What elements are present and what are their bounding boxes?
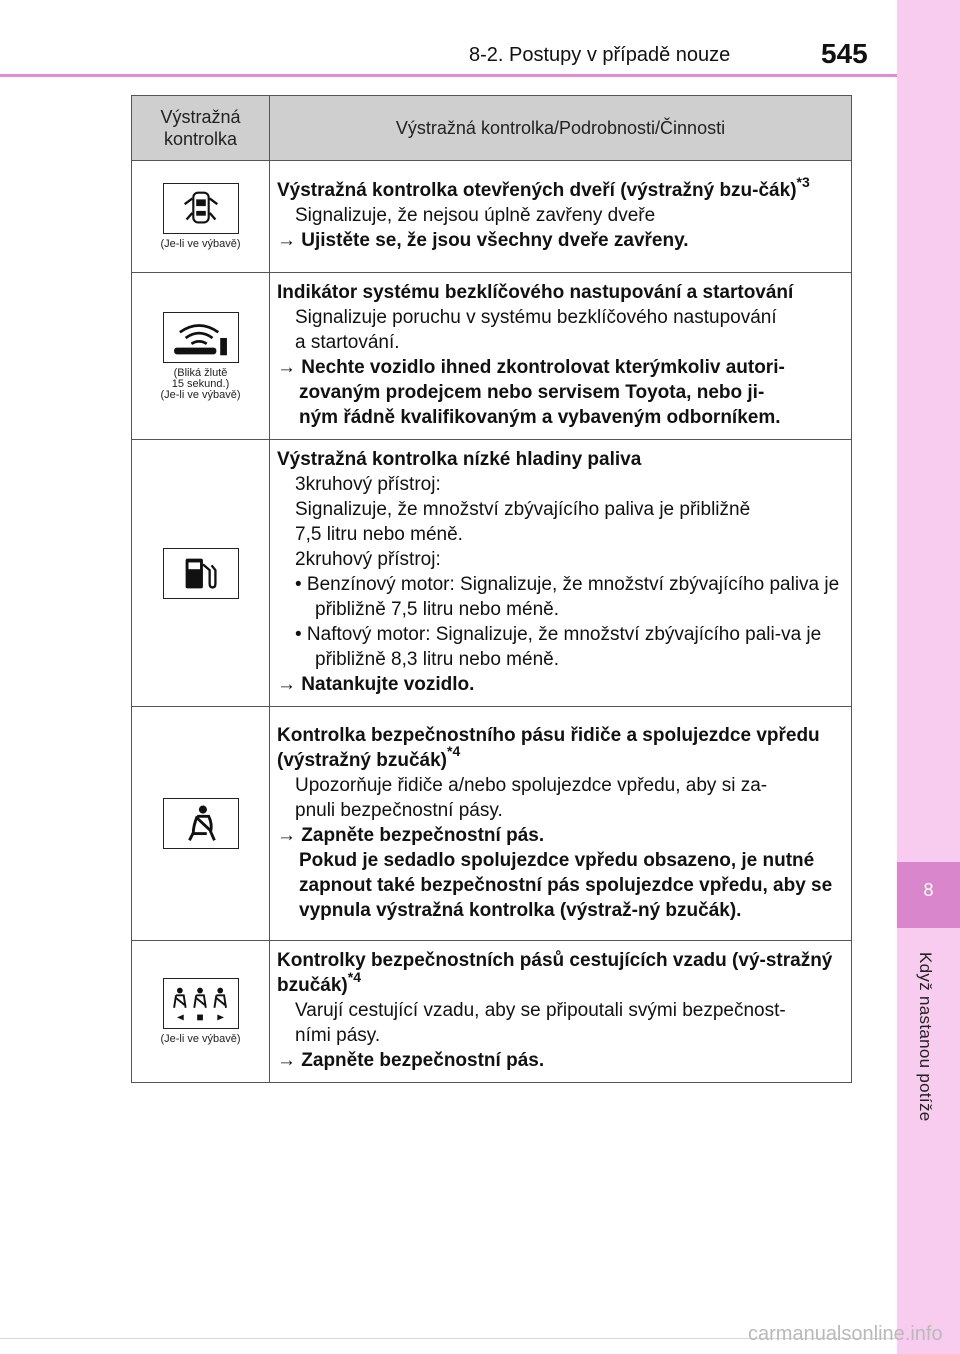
bullet-item: • Naftový motor: Signalizuje, že množství zbývajícího pali-va je přibližně 8,3 litru nebo méně. xyxy=(295,624,822,670)
description-line: 7,5 litru nebo méně. xyxy=(295,524,463,545)
description-line: Upozorňuje řidiče a/nebo spolujezdce vpředu, aby si za- xyxy=(295,774,768,796)
warning-lights-table xyxy=(131,95,852,1083)
table-row xyxy=(132,273,852,440)
light-title: Kontrolky bezpečnostních pásů cestujících vzadu (vý-stražný bzučák) xyxy=(277,950,833,996)
table-row xyxy=(132,941,852,1083)
header-rule xyxy=(0,74,900,77)
smart-key-icon xyxy=(163,312,239,363)
availability-note: (Bliká žlutě 15 sekund.) (Je-li ve výbavě) xyxy=(160,366,241,401)
table-header-row xyxy=(132,96,852,161)
page-number: 545 xyxy=(821,38,868,69)
icon-cell xyxy=(132,273,270,440)
arrow-icon: → xyxy=(277,230,296,251)
open-door-icon xyxy=(163,183,239,234)
icon-cell xyxy=(132,707,270,941)
footnote-mark: *3 xyxy=(796,173,810,190)
availability-note: (Je-li ve výbavě) xyxy=(160,238,241,250)
arrow-icon: → xyxy=(277,357,296,378)
details-cell xyxy=(270,440,852,707)
icon-cell xyxy=(132,161,270,273)
action-text: Natankujte vozidlo. xyxy=(301,674,475,695)
description-line: Signalizuje, že nejsou úplně zavřeny dveře xyxy=(295,205,656,226)
availability-note: (Je-li ve výbavě) xyxy=(160,1033,241,1045)
chapter-label: Když nastanou potíže xyxy=(916,952,935,1122)
chapter-number: 8 xyxy=(923,880,934,900)
description-line: 2kruhový přístroj: xyxy=(295,549,441,570)
seatbelt-icon xyxy=(163,798,239,849)
description-line: 3kruhový přístroj: xyxy=(295,474,441,495)
arrow-icon: → xyxy=(277,1050,296,1071)
watermark: carmanualsonline.info xyxy=(748,1323,943,1345)
rear-seatbelt-icon xyxy=(163,978,239,1029)
light-title: Kontrolka bezpečnostního pásu řidiče a spolujezdce vpředu (výstražný bzučák) xyxy=(277,724,820,771)
action-text: zovaným prodejcem nebo servisem Toyota, nebo ji- xyxy=(299,382,765,403)
details-cell xyxy=(270,273,852,440)
fuel-pump-icon xyxy=(163,548,239,599)
column-header-light: Výstražná kontrolka xyxy=(132,96,270,161)
description-line: ními pásy. xyxy=(295,1025,381,1046)
description-line: a startování. xyxy=(295,332,400,353)
arrow-icon: → xyxy=(277,824,296,846)
action-text: Zapněte bezpečnostní pás. xyxy=(301,1050,545,1071)
footnote-mark: *4 xyxy=(447,743,461,760)
footnote-mark: *4 xyxy=(347,968,361,985)
table-row xyxy=(132,161,852,273)
description-line: pnuli bezpečnostní pásy. xyxy=(295,799,503,821)
description-line: Signalizuje poruchu v systému bezklíčového nastupování xyxy=(295,307,777,328)
action-text: ným řádně kvalifikovaným a vybaveným odborníkem. xyxy=(299,407,781,428)
action-text: Zapněte bezpečnostní pás. xyxy=(301,824,545,846)
details-cell xyxy=(270,707,852,941)
icon-cell xyxy=(132,440,270,707)
chapter-side-tab xyxy=(897,0,960,1354)
column-header-details: Výstražná kontrolka/Podrobnosti/Činnosti xyxy=(270,96,852,161)
arrow-icon: → xyxy=(277,674,296,695)
section-title: 8-2. Postupy v případě nouze xyxy=(469,44,731,66)
details-cell xyxy=(270,161,852,273)
description-line: Varují cestující vzadu, aby se připoutali svými bezpečnost- xyxy=(295,1000,786,1021)
light-title: Indikátor systému bezklíčového nastupování a startování xyxy=(277,282,794,303)
description-line: Signalizuje, že množství zbývajícího paliva je přibližně xyxy=(295,499,751,520)
table-row xyxy=(132,707,852,941)
light-title: Výstražná kontrolka nízké hladiny paliva xyxy=(277,449,642,470)
bullet-item: • Benzínový motor: Signalizuje, že množství zbývajícího paliva je přibližně 7,5 litru nebo méně. xyxy=(295,574,840,620)
table-row xyxy=(132,440,852,707)
action-text: Pokud je sedadlo spolujezdce vpředu obsazeno, je nutné zapnout také bezpečnostní pás spolujezdce vpředu, aby se vypnula výstražná kontrolka (výstraž-ný bzučák). xyxy=(299,849,833,921)
action-text: Nechte vozidlo ihned zkontrolovat kterýmkoliv autori- xyxy=(301,357,785,378)
action-text: Ujistěte se, že jsou všechny dveře zavřeny. xyxy=(301,230,689,251)
light-title: Výstražná kontrolka otevřených dveří (výstražný bzu-čák) xyxy=(277,180,797,201)
icon-cell xyxy=(132,941,270,1083)
details-cell xyxy=(270,941,852,1083)
